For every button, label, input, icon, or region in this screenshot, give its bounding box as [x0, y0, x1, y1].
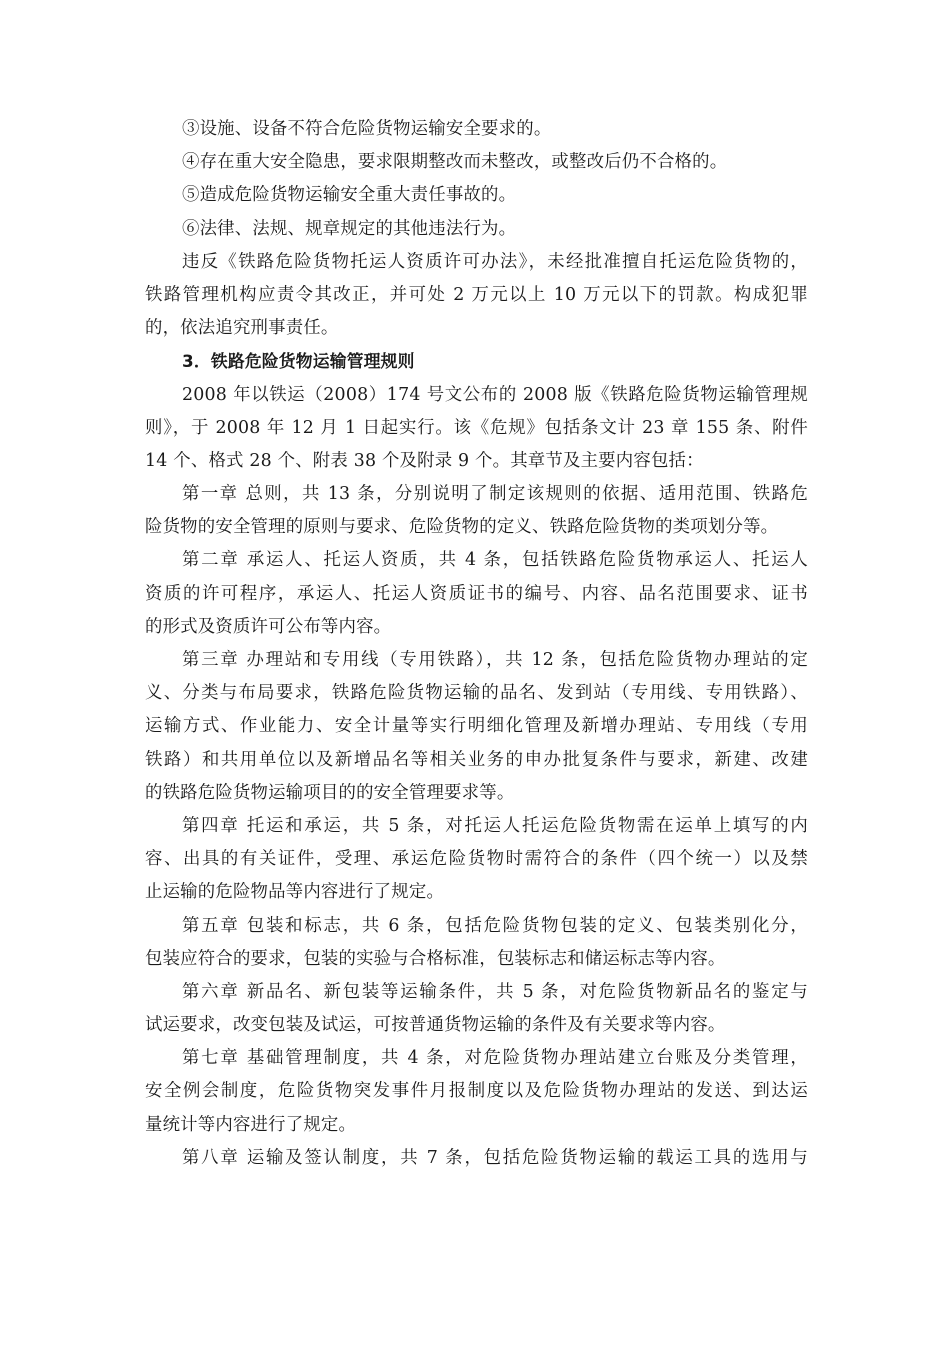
chapter-3-line: 义、分类与布局要求，铁路危险货物运输的品名、发到站（专用线、专用铁路）、 [145, 683, 808, 704]
list-item-5: ⑤造成危险货物运输安全重大责任事故的。 [182, 185, 517, 206]
paragraph-line: 的，依法追究刑事责任。 [145, 318, 339, 339]
chapter-4-line: 第四章 托运和承运，共 5 条，对托运人托运危险货物需在运单上填写的内 [182, 815, 808, 836]
chapter-3-line: 铁路）和共用单位以及新增品名等相关业务的申办批复条件与要求，新建、改建 [145, 749, 808, 770]
chapter-1-line: 第一章 总则，共 13 条，分别说明了制定该规则的依据、适用范围、铁路危 [182, 484, 808, 505]
chapter-3-line: 运输方式、作业能力、安全计量等实行明细化管理及新增办理站、专用线（专用 [145, 716, 808, 737]
chapter-8-line: 第八章 运输及签认制度，共 7 条，包括危险货物运输的载运工具的选用与 [182, 1147, 808, 1168]
chapter-5-line: 第五章 包装和标志，共 6 条，包括危险货物包装的定义、包装类别化分， [182, 915, 808, 936]
chapter-5-line: 包装应符合的要求，包装的实验与合格标准，包装标志和储运标志等内容。 [145, 948, 726, 969]
chapter-3-line: 第三章 办理站和专用线（专用铁路），共 12 条，包括危险货物办理站的定 [182, 650, 808, 670]
paragraph-line: 铁路管理机构应责令其改正，并可处 2 万元以上 10 万元以下的罚款。构成犯罪 [145, 284, 808, 305]
list-item-4: ④存在重大安全隐患，要求限期整改而未整改，或整改后仍不合格的。 [182, 152, 728, 173]
chapter-2-line: 的形式及资质许可公布等内容。 [145, 616, 392, 637]
chapter-2-line: 资质的许可程序，承运人、托运人资质证书的编号、内容、品名范围要求、证书 [145, 583, 808, 604]
section-heading: 3．铁路危险货物运输管理规则 [182, 351, 415, 372]
paragraph-line: 违反《铁路危险货物托运人资质许可办法》，未经批准擅自托运危险货物的， [182, 251, 808, 272]
chapter-3-line: 的铁路危险货物运输项目的的安全管理要求等。 [145, 782, 515, 803]
chapter-1-line: 险货物的安全管理的原则与要求、危险货物的定义、铁路危险货物的类项划分等。 [145, 517, 779, 538]
paragraph-line: 则》，于 2008 年 12 月 1 日起实行。该《危规》包括条文计 23 章 155 条、附件 [145, 417, 808, 438]
chapter-4-line: 止运输的危险物品等内容进行了规定。 [145, 882, 445, 903]
list-item-6: ⑥法律、法规、规章规定的其他违法行为。 [182, 218, 517, 239]
chapter-6-line: 试运要求，改变包装及试运，可按普通货物运输的条件及有关要求等内容。 [145, 1015, 726, 1036]
chapter-2-line: 第二章 承运人、托运人资质，共 4 条，包括铁路危险货物承运人、托运人 [182, 550, 808, 571]
chapter-7-line: 量统计等内容进行了规定。 [145, 1114, 357, 1135]
chapter-7-line: 第七章 基础管理制度，共 4 条，对危险货物办理站建立台账及分类管理， [182, 1048, 808, 1069]
paragraph-line: 14 个、格式 28 个、附表 38 个及附录 9 个。其章节及主要内容包括： [145, 450, 704, 471]
paragraph-line: 2008 年以铁运（2008）174 号文公布的 2008 版《铁路危险货物运输管理规 [182, 384, 808, 405]
chapter-6-line: 第六章 新品名、新包装等运输条件，共 5 条，对危险货物新品名的鉴定与 [182, 981, 808, 1002]
chapter-7-line: 安全例会制度，危险货物突发事件月报制度以及危险货物办理站的发送、到达运 [145, 1081, 808, 1102]
chapter-4-line: 容、出具的有关证件，受理、承运危险货物时需符合的条件（四个统一）以及禁 [145, 849, 808, 870]
document-page [145, 113, 808, 1175]
list-item-3: ③设施、设备不符合危险货物运输安全要求的。 [182, 119, 552, 139]
